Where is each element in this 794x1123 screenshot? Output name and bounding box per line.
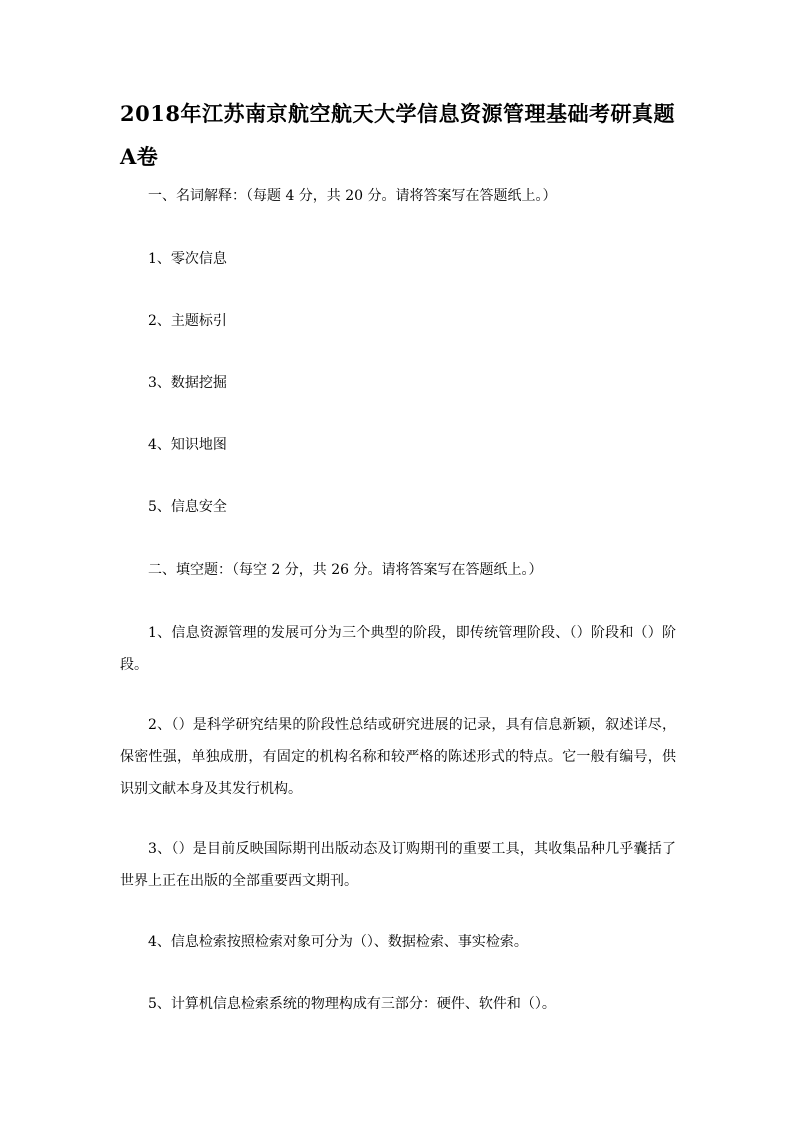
fill-blank-question: 1、信息资源管理的发展可分为三个典型的阶段，即传统管理阶段、（）阶段和（）阶段。	[120, 625, 676, 673]
fill-blank-question: 4、信息检索按照检索对象可分为（）、数据检索、事实检索。	[148, 934, 528, 950]
fill-blank-question: 3、（）是目前反映国际期刊出版动态及订购期刊的重要工具，其收集品种几乎囊括了世界上正在出版的全部重要西文期刊。	[120, 841, 676, 889]
term-item: 1、零次信息	[148, 251, 227, 267]
fill-blank-question: 5、计算机信息检索系统的物理构成有三部分：硬件、软件和（）。	[148, 996, 556, 1012]
document-title: 2018年江苏南京航空航天大学信息资源管理基础考研真题	[120, 101, 675, 126]
section-2-heading: 二、填空题：（每空 2 分，共 26 分。请将答案写在答题纸上。）	[148, 562, 543, 578]
term-item: 3、数据挖掘	[148, 375, 227, 391]
term-item: 4、知识地图	[148, 437, 227, 453]
fill-blank-question: 2、（）是科学研究结果的阶段性总结或研究进展的记录，具有信息新颖，叙述详尽，保密性强，单独成册，有固定的机构名称和较严格的陈述形式的特点。它一般有编号，供识别文献本身及其发行机构。	[120, 717, 676, 797]
document-subtitle: A卷	[120, 144, 159, 169]
term-item: 2、主题标引	[148, 313, 227, 329]
section-1-heading: 一、名词解释：（每题 4 分，共 20 分。请将答案写在答题纸上。）	[148, 188, 557, 204]
term-item: 5、信息安全	[148, 499, 227, 515]
